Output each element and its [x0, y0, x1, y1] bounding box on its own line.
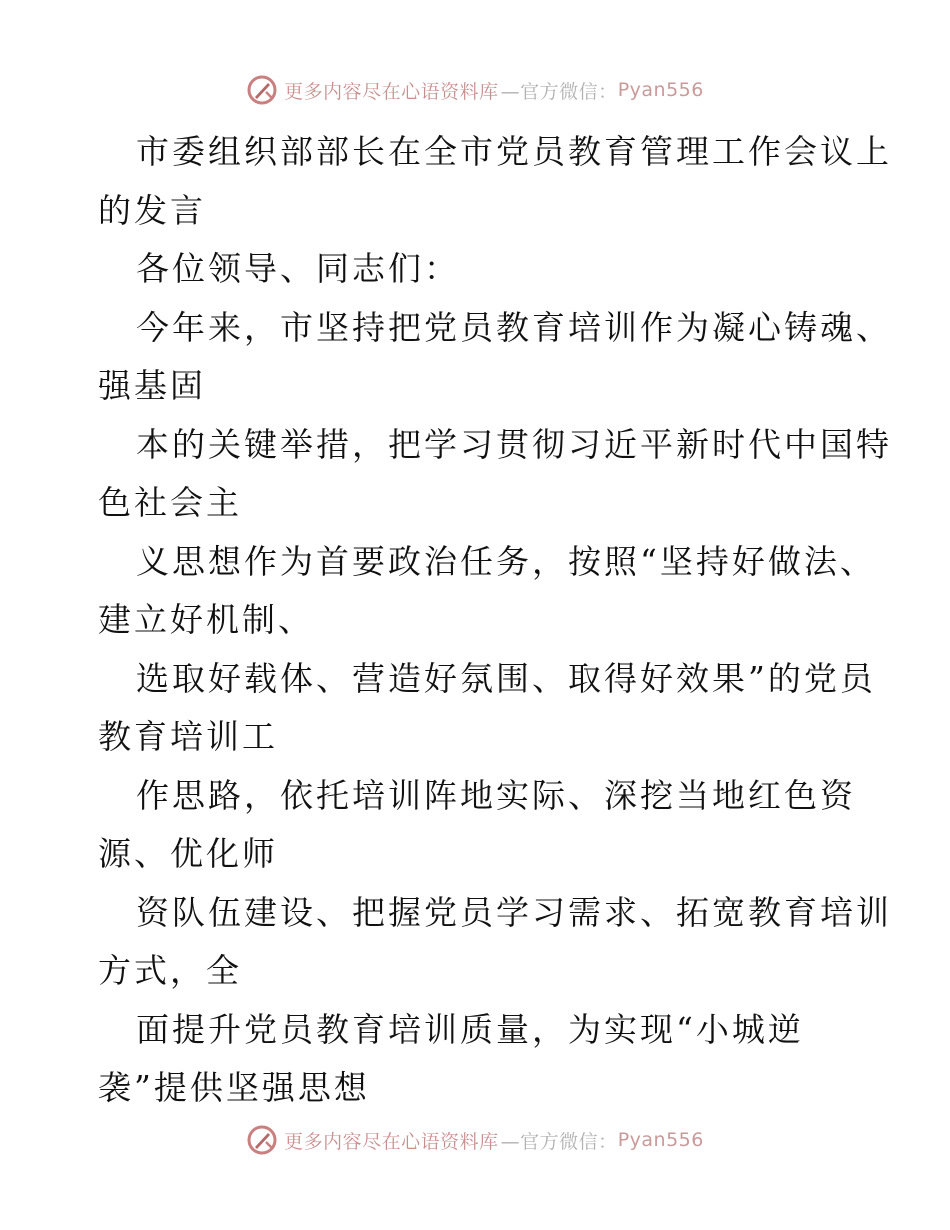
- text-line: 各位领导、同志们：: [136, 249, 460, 288]
- quill-circle-icon: [246, 1124, 278, 1156]
- watermark-account: Pyan556: [617, 1129, 704, 1151]
- text-line: 选取好载体、营造好氛围、取得好效果”的党员: [136, 658, 876, 698]
- text-line: 源、优化师: [98, 834, 278, 873]
- text-line: 资队伍建设、把握党员学习需求、拓宽教育培训: [136, 892, 892, 932]
- text-line: 强基固: [98, 366, 206, 405]
- text-line: 面提升党员教育培训质量，为实现“小城逆: [136, 1009, 804, 1049]
- text-line: 今年来，市坚持把党员教育培训作为凝心铸魂、: [136, 307, 892, 347]
- text-line: 袭”提供坚强思想: [98, 1068, 370, 1107]
- text-line: 市委组织部部长在全市党员教育管理工作会议上: [136, 132, 892, 171]
- text-line: 教育培训工: [98, 717, 278, 756]
- watermark-prefix: 更多内容尽在心语资料库: [284, 80, 499, 103]
- text-line: 义思想作为首要政治任务，按照“坚持好做法、: [136, 541, 876, 581]
- header-watermark: [0, 70, 950, 110]
- text-line: 的发言: [98, 190, 206, 230]
- document-body: [98, 123, 892, 1118]
- watermark-separator: —官方微信：: [500, 1130, 618, 1153]
- footer-watermark: [0, 1120, 950, 1160]
- watermark-account: Pyan556: [617, 79, 704, 101]
- text-line: 本的关键举措，把学习贯彻习近平新时代中国特: [136, 424, 892, 464]
- text-line: 色社会主: [98, 483, 242, 522]
- watermark-prefix: 更多内容尽在心语资料库: [284, 1130, 499, 1153]
- text-line: 方式，全: [98, 951, 242, 990]
- quill-circle-icon: [246, 74, 278, 106]
- watermark-separator: —官方微信：: [500, 80, 618, 103]
- text-line: 建立好机制、: [98, 600, 314, 639]
- text-line: 作思路，依托培训阵地实际、深挖当地红色资: [136, 775, 856, 815]
